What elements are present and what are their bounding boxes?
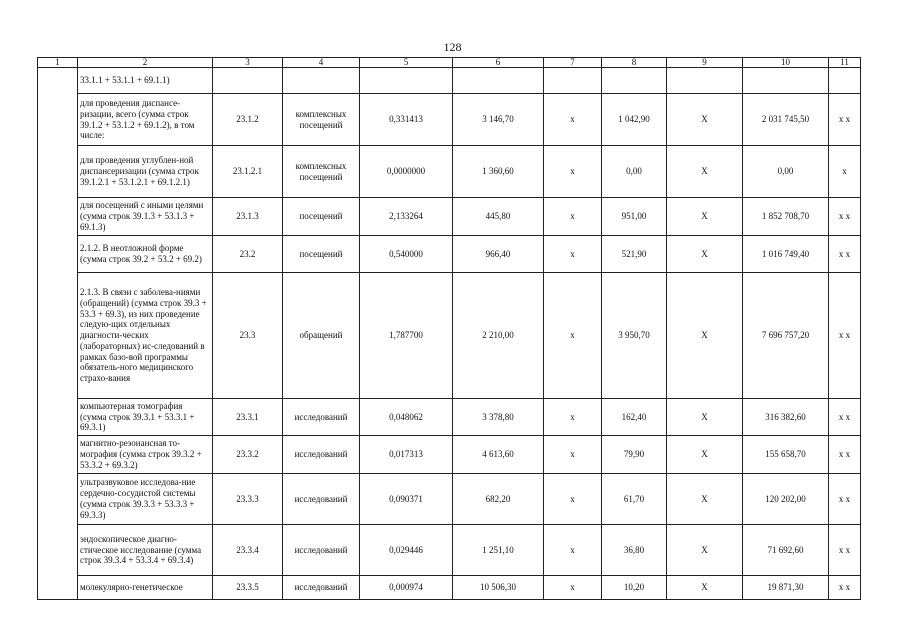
row-col11: х х xyxy=(829,474,861,525)
row-col8 xyxy=(602,68,667,94)
row-norm: 2,133264 xyxy=(360,198,453,236)
row-cost: 4 613,60 xyxy=(453,436,544,474)
row-col9: Х xyxy=(667,146,743,198)
row-code: 23.2 xyxy=(213,236,283,273)
row-description: эндоскопическое диагно-стическое исследование (сумма строк 39.3.4 + 53.3.4 + 69.3.4) xyxy=(78,525,213,576)
row-total xyxy=(743,68,829,94)
row-unit: посещений xyxy=(283,198,360,236)
header-cell-7: 7 xyxy=(544,58,602,68)
row-col8: 0,00 xyxy=(602,146,667,198)
header-cell-9: 9 xyxy=(667,58,743,68)
row-code: 23.3.2 xyxy=(213,436,283,474)
table-row xyxy=(38,576,861,600)
table-row xyxy=(38,525,861,576)
row-norm: 0,029446 xyxy=(360,525,453,576)
row-code: 23.3.1 xyxy=(213,399,283,436)
row-col9: Х xyxy=(667,94,743,146)
row-total: 1 016 749,40 xyxy=(743,236,829,273)
header-cell-2: 2 xyxy=(78,58,213,68)
table-row xyxy=(38,474,861,525)
row-cost: 3 378,80 xyxy=(453,399,544,436)
table-row xyxy=(38,198,861,236)
row-cost: 10 506,30 xyxy=(453,576,544,600)
row-col9: Х xyxy=(667,198,743,236)
row-col11: х xyxy=(829,146,861,198)
row-col11: х х xyxy=(829,436,861,474)
row-cost: 1 251,10 xyxy=(453,525,544,576)
row-total: 155 658,70 xyxy=(743,436,829,474)
table-row xyxy=(38,273,861,399)
row-unit: исследований xyxy=(283,525,360,576)
row-col11: х х xyxy=(829,198,861,236)
row-col11 xyxy=(829,68,861,94)
table-body xyxy=(38,58,861,600)
row-col11: х х xyxy=(829,399,861,436)
row-total: 2 031 745,50 xyxy=(743,94,829,146)
row-norm: 0,0000000 xyxy=(360,146,453,198)
row-col11: х х xyxy=(829,576,861,600)
row-description: 33.1.1 + 53.1.1 + 69.1.1) xyxy=(78,68,213,94)
table-row xyxy=(38,146,861,198)
row-description: молекулярно-генетическое xyxy=(78,576,213,600)
row-total: 316 382,60 xyxy=(743,399,829,436)
row-norm: 0,048062 xyxy=(360,399,453,436)
row-col9: Х xyxy=(667,576,743,600)
row-norm: 0,017313 xyxy=(360,436,453,474)
data-table xyxy=(37,57,861,600)
row-code: 23.1.2 xyxy=(213,94,283,146)
row-unit: комплексных посещений xyxy=(283,94,360,146)
row-col7: х xyxy=(544,273,602,399)
row-unit: исследований xyxy=(283,436,360,474)
row-col9: Х xyxy=(667,436,743,474)
row-cost: 1 360,60 xyxy=(453,146,544,198)
row-col8: 1 042,90 xyxy=(602,94,667,146)
row-norm: 1,787700 xyxy=(360,273,453,399)
row-description: для посещений с иными целями (сумма строк 39.1.3 + 53.1.3 + 69.1.3) xyxy=(78,198,213,236)
row-norm: 0,000974 xyxy=(360,576,453,600)
row-description: для проведения углублен-ной диспансеризации (сумма строк 39.1.2.1 + 53.1.2.1 + 69.1.2.1) xyxy=(78,146,213,198)
row-col9: Х xyxy=(667,399,743,436)
row-unit: исследований xyxy=(283,399,360,436)
row-col8: 36,80 xyxy=(602,525,667,576)
header-cell-6: 6 xyxy=(453,58,544,68)
row-col9: Х xyxy=(667,236,743,273)
row-description: для проведения диспансе-ризации, всего (сумма строк 39.1.2 + 53.1.2 + 69.1.2), в том числе: xyxy=(78,94,213,146)
row-col8: 61,70 xyxy=(602,474,667,525)
row-description: магнитно-резонансная то-мография (сумма строк 39.3.2 + 53.3.2 + 69.3.2) xyxy=(78,436,213,474)
row-description: ультразвуковое исследова-ние сердечно-сосудистой системы (сумма строк 39.3.3 + 53.3.3 + 69.3.3) xyxy=(78,474,213,525)
row-col7 xyxy=(544,68,602,94)
header-cell-5: 5 xyxy=(360,58,453,68)
row-cost xyxy=(453,68,544,94)
row-code: 23.3.3 xyxy=(213,474,283,525)
row-description: 2.1.3. В связи с заболева-ниями (обращений) (сумма строк 39.3 + 53.3 + 69.3), из них проведение следую-щих отдельных диагности-ческих (лабораторных) ис-следований в рамках базо-вой программы обязатель-ного медицинского страхо-вания xyxy=(78,273,213,399)
header-cell-11: 11 xyxy=(829,58,861,68)
row-unit: комплексных посещений xyxy=(283,146,360,198)
row-col7: х xyxy=(544,436,602,474)
table-row xyxy=(38,94,861,146)
row-col7: х xyxy=(544,198,602,236)
row-cost: 966,40 xyxy=(453,236,544,273)
row-code: 23.1.2.1 xyxy=(213,146,283,198)
row-norm: 0,331413 xyxy=(360,94,453,146)
row-col9: Х xyxy=(667,474,743,525)
row-col11: х х xyxy=(829,236,861,273)
row-col7: х xyxy=(544,94,602,146)
row-col7: х xyxy=(544,474,602,525)
header-row xyxy=(38,58,861,68)
header-cell-3: 3 xyxy=(213,58,283,68)
table-row xyxy=(38,236,861,273)
row-description: 2.1.2. В неотложной форме (сумма строк 39.2 + 53.2 + 69.2) xyxy=(78,236,213,273)
header-cell-4: 4 xyxy=(283,58,360,68)
row-col8: 162,40 xyxy=(602,399,667,436)
row-unit: посещений xyxy=(283,236,360,273)
row-cost: 2 210,00 xyxy=(453,273,544,399)
row-norm: 0,540000 xyxy=(360,236,453,273)
row-col11: х х xyxy=(829,273,861,399)
row-col7: х xyxy=(544,525,602,576)
row-unit xyxy=(283,68,360,94)
row-col8: 3 950,70 xyxy=(602,273,667,399)
header-cell-8: 8 xyxy=(602,58,667,68)
row-total: 0,00 xyxy=(743,146,829,198)
row-col7: х xyxy=(544,146,602,198)
row-total: 7 696 757,20 xyxy=(743,273,829,399)
row-code: 23.1.3 xyxy=(213,198,283,236)
row-code: 23.3.4 xyxy=(213,525,283,576)
row-total: 71 692,60 xyxy=(743,525,829,576)
table-row xyxy=(38,399,861,436)
row-cost: 3 146,70 xyxy=(453,94,544,146)
page-number: 128 xyxy=(443,40,462,54)
row-col8: 79,90 xyxy=(602,436,667,474)
row-col9 xyxy=(667,68,743,94)
row-unit: исследований xyxy=(283,576,360,600)
header-cell-1: 1 xyxy=(38,58,78,68)
row-col7: х xyxy=(544,576,602,600)
row-cost: 445,80 xyxy=(453,198,544,236)
row-total: 1 852 708,70 xyxy=(743,198,829,236)
row-code xyxy=(213,68,283,94)
row-col8: 10,20 xyxy=(602,576,667,600)
row-col11: х х xyxy=(829,94,861,146)
row-col7: х xyxy=(544,399,602,436)
row-cost: 682,20 xyxy=(453,474,544,525)
row-col9: Х xyxy=(667,525,743,576)
row-description: компьютерная томография (сумма строк 39.3.1 + 53.3.1 + 69.3.1) xyxy=(78,399,213,436)
table-row xyxy=(38,68,861,94)
row-norm: 0,090371 xyxy=(360,474,453,525)
table-row xyxy=(38,436,861,474)
row-code: 23.3.5 xyxy=(213,576,283,600)
row-col8: 521,90 xyxy=(602,236,667,273)
row-unit: исследований xyxy=(283,474,360,525)
row-col7: х xyxy=(544,236,602,273)
header-cell-10: 10 xyxy=(743,58,829,68)
row-norm xyxy=(360,68,453,94)
column-1-merged-cell xyxy=(38,68,78,600)
row-col8: 951,00 xyxy=(602,198,667,236)
row-code: 23.3 xyxy=(213,273,283,399)
row-unit: обращений xyxy=(283,273,360,399)
row-col9: Х xyxy=(667,273,743,399)
row-col11: х х xyxy=(829,525,861,576)
row-total: 19 871,30 xyxy=(743,576,829,600)
row-total: 120 202,00 xyxy=(743,474,829,525)
